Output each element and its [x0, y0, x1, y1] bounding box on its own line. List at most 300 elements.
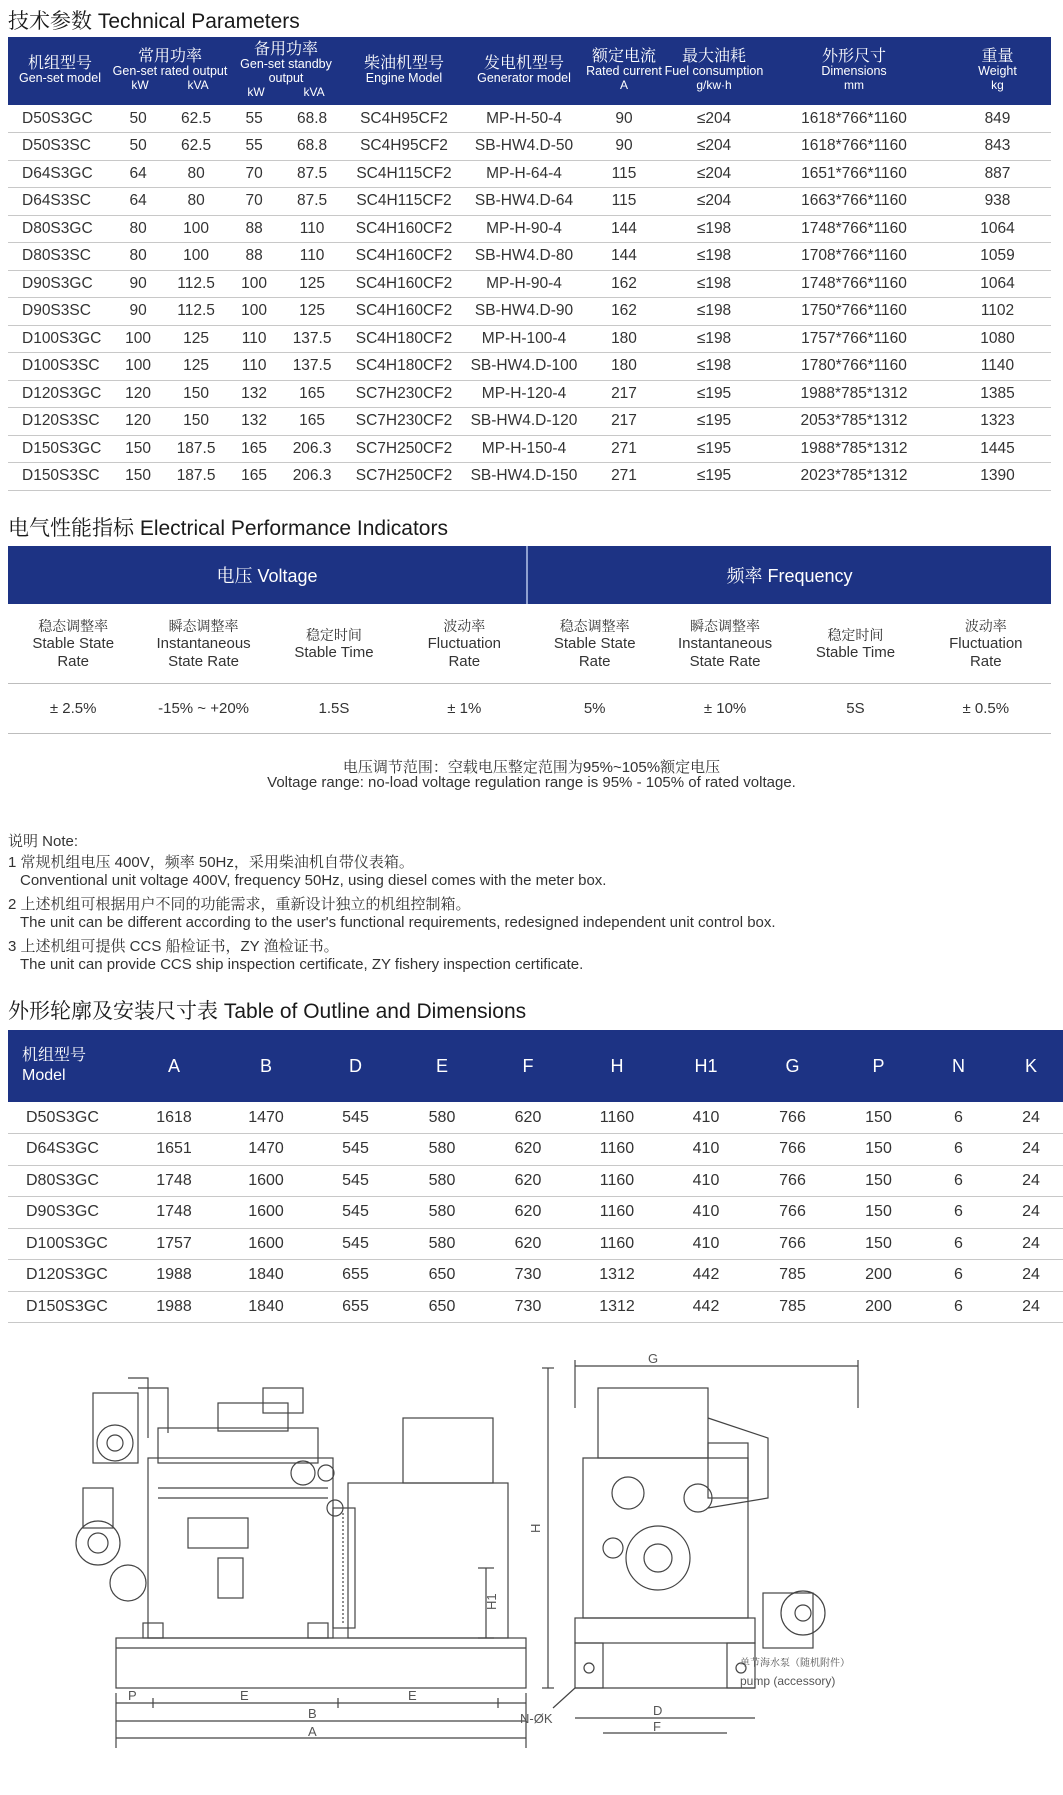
cell-rated-kva: 62.5 [181, 137, 212, 155]
cell-rated-kva: 187.5 [176, 439, 216, 457]
cell-engine-model: SC4H160CF2 [344, 215, 464, 243]
cell-standby-kw: 88 [245, 247, 263, 265]
outline-header-f: F [485, 1030, 571, 1102]
outline-cell-k: 24 [996, 1197, 1063, 1229]
cell-rated-kva: 125 [183, 357, 210, 375]
outline-cell-k: 24 [996, 1134, 1063, 1166]
cell-rated-current: 162 [584, 270, 664, 298]
outline-row [8, 1291, 1063, 1323]
side-view-drawing [76, 1378, 526, 1748]
cell-rated-current: 271 [584, 463, 664, 491]
cell-fuel-consumption: ≤195 [664, 408, 764, 436]
cell-fuel-consumption: ≤198 [664, 298, 764, 326]
cell-standby-output [228, 105, 344, 133]
cell-rated-current: 115 [584, 188, 664, 216]
cell-standby-output [228, 243, 344, 271]
tech-row [8, 325, 1051, 353]
voltage-group-header: 电压 Voltage [8, 546, 528, 604]
header-engine-model: 柴油机型号 Engine Model [344, 37, 464, 105]
outline-cell-n: 6 [921, 1260, 996, 1292]
outline-cell-f: 620 [485, 1134, 571, 1166]
cell-model: D150S3GC [8, 435, 112, 463]
cell-rated-current: 217 [584, 408, 664, 436]
outline-cell-n: 6 [921, 1134, 996, 1166]
outline-cell-d: 545 [312, 1197, 399, 1229]
outline-cell-e: 580 [399, 1165, 485, 1197]
outline-cell-p: 150 [836, 1102, 921, 1134]
cell-weight: 1390 [944, 463, 1051, 491]
electrical-column-header [138, 604, 268, 683]
outline-cell-h1: 410 [663, 1134, 749, 1166]
outline-cell-a: 1748 [128, 1197, 220, 1229]
cell-weight: 1064 [944, 215, 1051, 243]
cell-rated-current: 180 [584, 353, 664, 381]
outline-cell-g: 785 [749, 1291, 836, 1323]
cell-standby-kva: 68.8 [297, 109, 328, 127]
cell-fuel-consumption: ≤204 [664, 133, 764, 161]
outline-header-d: D [312, 1030, 399, 1102]
cell-engine-model: SC4H160CF2 [344, 298, 464, 326]
outline-cell-h: 1160 [571, 1102, 663, 1134]
electrical-header-cn: 瞬态调整率 [168, 617, 239, 634]
cell-engine-model: SC4H115CF2 [344, 188, 464, 216]
outline-cell-d: 545 [312, 1165, 399, 1197]
cell-standby-output [228, 298, 344, 326]
cell-weight: 1080 [944, 325, 1051, 353]
electrical-column-header [269, 604, 399, 683]
cell-dimensions: 1988*785*1312 [764, 435, 944, 463]
outline-header-h1: H1 [663, 1030, 749, 1102]
cell-rated-current: 180 [584, 325, 664, 353]
outline-cell-b: 1470 [220, 1102, 312, 1134]
cell-engine-model: SC7H250CF2 [344, 435, 464, 463]
cell-rated-kw: 90 [129, 274, 147, 292]
cell-weight: 843 [944, 133, 1051, 161]
cell-rated-kw: 120 [125, 384, 152, 402]
cell-generator-model: MP-H-90-4 [464, 215, 584, 243]
tech-params-table-wrapper [8, 37, 1051, 491]
outline-header-e: E [399, 1030, 485, 1102]
cell-weight: 1140 [944, 353, 1051, 381]
cell-standby-kva: 206.3 [292, 439, 332, 457]
outline-cell-p: 200 [836, 1260, 921, 1292]
outline-cell-h: 1160 [571, 1165, 663, 1197]
electrical-value: ± 10% [703, 699, 747, 717]
outline-cell-h1: 442 [663, 1291, 749, 1323]
cell-fuel-consumption: ≤198 [664, 353, 764, 381]
outline-cell-p: 150 [836, 1197, 921, 1229]
cell-standby-kw: 100 [241, 274, 268, 292]
header-dimensions: 外形尺寸 Dimensions mm [764, 37, 944, 105]
electrical-header-en2: State Rate [689, 652, 761, 670]
outline-cell-g: 766 [749, 1134, 836, 1166]
cell-rated-kva: 100 [183, 219, 210, 237]
outline-cell-f: 620 [485, 1102, 571, 1134]
cell-rated-kva: 112.5 [177, 302, 215, 320]
outline-cell-h: 1160 [571, 1228, 663, 1260]
cell-rated-output [112, 463, 228, 491]
cell-rated-output [112, 133, 228, 161]
outline-cell-model: D100S3GC [8, 1228, 128, 1260]
cell-model: D64S3SC [8, 188, 112, 216]
outline-cell-e: 580 [399, 1134, 485, 1166]
cell-engine-model: SC4H180CF2 [344, 325, 464, 353]
note-1-cn: 1 常规机组电压 400V，频率 50Hz，采用柴油机自带仪表箱。 [8, 854, 414, 871]
cell-standby-kva: 110 [299, 247, 325, 265]
cell-standby-kw: 132 [241, 384, 268, 402]
electrical-value: -15% ~ +20% [158, 699, 250, 717]
cell-rated-current: 144 [584, 243, 664, 271]
cell-rated-current: 271 [584, 435, 664, 463]
dim-label-h1: H1 [484, 1593, 499, 1610]
outline-cell-h1: 442 [663, 1260, 749, 1292]
cell-dimensions: 1663*766*1160 [764, 188, 944, 216]
cell-standby-kva: 137.5 [292, 357, 332, 375]
cell-standby-kw: 55 [245, 137, 263, 155]
cell-standby-kw: 100 [241, 302, 268, 320]
electrical-header-en1: Stable State [553, 634, 636, 652]
cell-weight: 1064 [944, 270, 1051, 298]
cell-rated-kw: 80 [129, 247, 147, 265]
cell-rated-current: 217 [584, 380, 664, 408]
cell-engine-model: SC4H180CF2 [344, 353, 464, 381]
cell-fuel-consumption: ≤204 [664, 160, 764, 188]
cell-model: D150S3SC [8, 463, 112, 491]
outline-cell-p: 150 [836, 1134, 921, 1166]
cell-rated-kw: 64 [129, 164, 147, 182]
cell-model: D50S3SC [8, 133, 112, 161]
outline-cell-k: 24 [996, 1291, 1063, 1323]
header-rated-output: 常用功率 Gen-set rated output kW kVA [112, 37, 228, 105]
electrical-header-en1: Stable State [32, 634, 115, 652]
note-3-en: The unit can provide CCS ship inspection certificate, ZY fishery inspection certificate. [20, 956, 584, 973]
header-rated-current: 额定电流 Rated current A [584, 37, 664, 105]
cell-rated-kw: 64 [129, 192, 147, 210]
outline-cell-b: 1470 [220, 1134, 312, 1166]
front-crank-pulley [626, 1526, 690, 1590]
header-model: 机组型号 Gen-set model [8, 37, 112, 105]
outline-cell-g: 766 [749, 1165, 836, 1197]
cell-engine-model: SC4H160CF2 [344, 270, 464, 298]
cell-fuel-consumption: ≤195 [664, 463, 764, 491]
cell-rated-current: 144 [584, 215, 664, 243]
cell-fuel-consumption: ≤198 [664, 325, 764, 353]
cell-model: D80S3GC [8, 215, 112, 243]
cell-weight: 1059 [944, 243, 1051, 271]
outline-cell-e: 650 [399, 1260, 485, 1292]
tech-row [8, 435, 1051, 463]
cell-rated-output [112, 188, 228, 216]
electrical-header [8, 546, 1051, 604]
tech-row [8, 270, 1051, 298]
cell-engine-model: SC7H230CF2 [344, 408, 464, 436]
cell-model: D100S3GC [8, 325, 112, 353]
dim-label-e2: E [408, 1688, 417, 1703]
outline-cell-h: 1312 [571, 1260, 663, 1292]
outline-cell-d: 545 [312, 1102, 399, 1134]
note-2-en: The unit can be different according to the user's functional requirements, redesigned independent unit control box. [20, 914, 776, 931]
cell-standby-kva: 87.5 [297, 192, 328, 210]
outline-cell-n: 6 [921, 1228, 996, 1260]
header-generator-model: 发电机型号 Generator model [464, 37, 584, 105]
cell-rated-kw: 120 [125, 412, 152, 430]
electrical-header-en1: Stable Time [815, 643, 896, 661]
outline-table-wrapper [8, 1030, 1051, 1323]
dim-label-e1: E [240, 1688, 249, 1703]
tech-section-title: 技术参数 Technical Parameters [8, 10, 300, 33]
cell-rated-kw: 50 [129, 109, 147, 127]
cell-generator-model: MP-H-64-4 [464, 160, 584, 188]
note-1-en: Conventional unit voltage 400V, frequency 50Hz, using diesel comes with the meter box. [20, 872, 607, 889]
outline-body [8, 1102, 1063, 1323]
cell-standby-output [228, 160, 344, 188]
outline-cell-n: 6 [921, 1102, 996, 1134]
outline-header-g: G [749, 1030, 836, 1102]
cell-dimensions: 1651*766*1160 [764, 160, 944, 188]
outline-header-row [8, 1030, 1063, 1102]
outline-cell-h1: 410 [663, 1197, 749, 1229]
outline-cell-model: D90S3GC [8, 1197, 128, 1229]
cell-rated-current: 115 [584, 160, 664, 188]
cell-weight: 1385 [944, 380, 1051, 408]
cell-dimensions: 2053*785*1312 [764, 408, 944, 436]
electrical-header-cn: 波动率 [964, 617, 1007, 634]
outline-cell-h1: 410 [663, 1165, 749, 1197]
side-base-frame [116, 1638, 526, 1688]
tech-row [8, 105, 1051, 133]
tech-row [8, 133, 1051, 161]
outline-cell-e: 580 [399, 1228, 485, 1260]
electrical-column-header [530, 604, 660, 683]
cell-rated-kw: 150 [125, 467, 152, 485]
outline-cell-d: 655 [312, 1291, 399, 1323]
voltage-range-en: Voltage range: no-load voltage regulation range is 95% - 105% of rated voltage. [267, 774, 796, 791]
cell-rated-output [112, 298, 228, 326]
tech-row [8, 463, 1051, 491]
cell-model: D120S3SC [8, 408, 112, 436]
cell-rated-output [112, 380, 228, 408]
cell-rated-kw: 90 [129, 302, 147, 320]
cell-standby-kva: 206.3 [292, 467, 332, 485]
electrical-value: 1.5S [318, 699, 350, 717]
outline-cell-p: 200 [836, 1291, 921, 1323]
cell-rated-kva: 150 [183, 384, 210, 402]
front-view-labels [520, 1351, 850, 1734]
outline-cell-d: 545 [312, 1228, 399, 1260]
cell-rated-output [112, 435, 228, 463]
cell-fuel-consumption: ≤198 [664, 215, 764, 243]
outline-cell-p: 150 [836, 1228, 921, 1260]
tech-header-row [8, 37, 1051, 105]
outline-header-h: H [571, 1030, 663, 1102]
cell-rated-kw: 80 [129, 219, 147, 237]
cell-rated-kw: 150 [125, 439, 152, 457]
outline-cell-k: 24 [996, 1165, 1063, 1197]
cell-standby-kw: 110 [241, 357, 267, 375]
outline-cell-f: 620 [485, 1197, 571, 1229]
outline-table [8, 1030, 1063, 1323]
side-view-labels [128, 1593, 499, 1739]
tech-row [8, 380, 1051, 408]
cell-fuel-consumption: ≤204 [664, 105, 764, 133]
cell-standby-output [228, 380, 344, 408]
cell-standby-output [228, 463, 344, 491]
cell-standby-kw: 165 [241, 467, 268, 485]
tech-params-table [8, 37, 1051, 491]
electrical-header-en2: Rate [969, 652, 1002, 670]
cell-standby-output [228, 408, 344, 436]
cell-generator-model: SB-HW4.D-90 [464, 298, 584, 326]
outline-cell-f: 730 [485, 1291, 571, 1323]
electrical-header-en1: Fluctuation [949, 634, 1023, 652]
electrical-header-cn: 瞬态调整率 [690, 617, 761, 634]
outline-cell-n: 6 [921, 1165, 996, 1197]
cell-generator-model: MP-H-150-4 [464, 435, 584, 463]
cell-rated-output [112, 353, 228, 381]
electrical-header-cn: 稳态调整率 [559, 617, 630, 634]
outline-cell-g: 785 [749, 1260, 836, 1292]
outline-header-a: A [128, 1030, 220, 1102]
cell-rated-kva: 112.5 [177, 274, 215, 292]
electrical-value: 5S [846, 699, 865, 717]
dim-label-nk: N-ØK [520, 1711, 553, 1726]
outline-cell-n: 6 [921, 1291, 996, 1323]
outline-header-k: K [996, 1030, 1063, 1102]
electrical-value: ± 0.5% [962, 699, 1010, 717]
outline-cell-e: 580 [399, 1197, 485, 1229]
outline-header-n: N [921, 1030, 996, 1102]
cell-model: D64S3GC [8, 160, 112, 188]
electrical-table [8, 546, 1051, 734]
outline-cell-g: 766 [749, 1102, 836, 1134]
cell-generator-model: SB-HW4.D-64 [464, 188, 584, 216]
cell-rated-output [112, 325, 228, 353]
electrical-header-cn: 波动率 [443, 617, 486, 634]
electrical-header-en2: Rate [448, 652, 481, 670]
cell-generator-model: MP-H-50-4 [464, 105, 584, 133]
cell-rated-current: 162 [584, 298, 664, 326]
cell-engine-model: SC4H95CF2 [344, 133, 464, 161]
outline-cell-b: 1600 [220, 1228, 312, 1260]
cell-dimensions: 1618*766*1160 [764, 105, 944, 133]
outline-header-model: 机组型号 Model [8, 1030, 128, 1102]
notes-title: 说明 Note: [8, 833, 79, 850]
electrical-subheader-row [8, 604, 1051, 684]
outline-cell-h1: 410 [663, 1228, 749, 1260]
cell-standby-output [228, 435, 344, 463]
cell-rated-current: 90 [584, 105, 664, 133]
cell-generator-model: SB-HW4.D-80 [464, 243, 584, 271]
cell-rated-output [112, 160, 228, 188]
cell-standby-kw: 110 [241, 329, 267, 347]
outline-cell-f: 620 [485, 1165, 571, 1197]
tech-row [8, 408, 1051, 436]
outline-cell-h: 1160 [571, 1134, 663, 1166]
outline-cell-k: 24 [996, 1260, 1063, 1292]
cell-standby-kva: 165 [299, 412, 326, 430]
tech-params-body [8, 105, 1051, 490]
cell-standby-kva: 68.8 [297, 137, 328, 155]
outline-cell-a: 1748 [128, 1165, 220, 1197]
electrical-header-cn: 稳态调整率 [38, 617, 109, 634]
electrical-header-en1: Stable Time [294, 643, 374, 661]
cell-standby-kva: 165 [299, 384, 326, 402]
cell-rated-current: 90 [584, 133, 664, 161]
outline-cell-b: 1840 [220, 1260, 312, 1292]
cell-standby-kva: 110 [299, 219, 325, 237]
cell-generator-model: SB-HW4.D-100 [464, 353, 584, 381]
outline-cell-k: 24 [996, 1102, 1063, 1134]
cell-weight: 1445 [944, 435, 1051, 463]
electrical-column-header [660, 604, 790, 683]
outline-row [8, 1260, 1063, 1292]
cell-fuel-consumption: ≤198 [664, 270, 764, 298]
front-engine-top [598, 1388, 708, 1458]
outline-cell-e: 580 [399, 1102, 485, 1134]
outline-row [8, 1197, 1063, 1229]
tech-row [8, 215, 1051, 243]
outline-cell-model: D150S3GC [8, 1291, 128, 1323]
cell-rated-kva: 80 [187, 164, 205, 182]
outline-cell-f: 620 [485, 1228, 571, 1260]
cell-rated-output [112, 408, 228, 436]
electrical-header-cn: 稳定时间 [305, 626, 362, 643]
tech-row [8, 243, 1051, 271]
cell-generator-model: SB-HW4.D-150 [464, 463, 584, 491]
cell-dimensions: 1618*766*1160 [764, 133, 944, 161]
tech-row [8, 188, 1051, 216]
cell-rated-kw: 50 [129, 137, 147, 155]
frequency-group-header: 频率 Frequency [726, 566, 853, 586]
outline-cell-b: 1600 [220, 1197, 312, 1229]
outline-row [8, 1165, 1063, 1197]
cell-dimensions: 1750*766*1160 [764, 298, 944, 326]
cell-dimensions: 1708*766*1160 [764, 243, 944, 271]
cell-generator-model: SB-HW4.D-120 [464, 408, 584, 436]
electrical-section-title: 电气性能指标 Electrical Performance Indicators [8, 517, 448, 540]
cell-standby-kva: 125 [299, 274, 326, 292]
outline-cell-a: 1988 [128, 1260, 220, 1292]
cell-model: D90S3SC [8, 298, 112, 326]
electrical-value: 5% [583, 699, 606, 717]
dim-label-d: D [653, 1703, 663, 1718]
outline-cell-h: 1312 [571, 1291, 663, 1323]
outline-cell-d: 545 [312, 1134, 399, 1166]
cell-dimensions: 1757*766*1160 [764, 325, 944, 353]
pump-label-en: pump (accessory) [740, 1674, 836, 1688]
cell-rated-kva: 80 [187, 192, 205, 210]
cell-engine-model: SC7H230CF2 [344, 380, 464, 408]
outline-header-b: B [220, 1030, 312, 1102]
cell-generator-model: SB-HW4.D-50 [464, 133, 584, 161]
outline-cell-model: D120S3GC [8, 1260, 128, 1292]
cell-dimensions: 1988*785*1312 [764, 380, 944, 408]
outline-cell-a: 1651 [128, 1134, 220, 1166]
cell-model: D120S3GC [8, 380, 112, 408]
outline-row [8, 1134, 1063, 1166]
tech-row [8, 298, 1051, 326]
outline-cell-a: 1757 [128, 1228, 220, 1260]
outline-cell-g: 766 [749, 1228, 836, 1260]
cell-rated-kva: 150 [183, 412, 210, 430]
cell-engine-model: SC4H160CF2 [344, 243, 464, 271]
header-fuel-consumption: 最大油耗 Fuel consumption g/kw·h [664, 37, 764, 105]
cell-rated-kw: 100 [125, 357, 152, 375]
note-3-cn: 3 上述机组可提供 CCS 船检证书，ZY 渔检证书。 [8, 938, 339, 955]
electrical-column-header [790, 604, 920, 683]
dim-label-g: G [648, 1351, 659, 1366]
outline-row [8, 1102, 1063, 1134]
